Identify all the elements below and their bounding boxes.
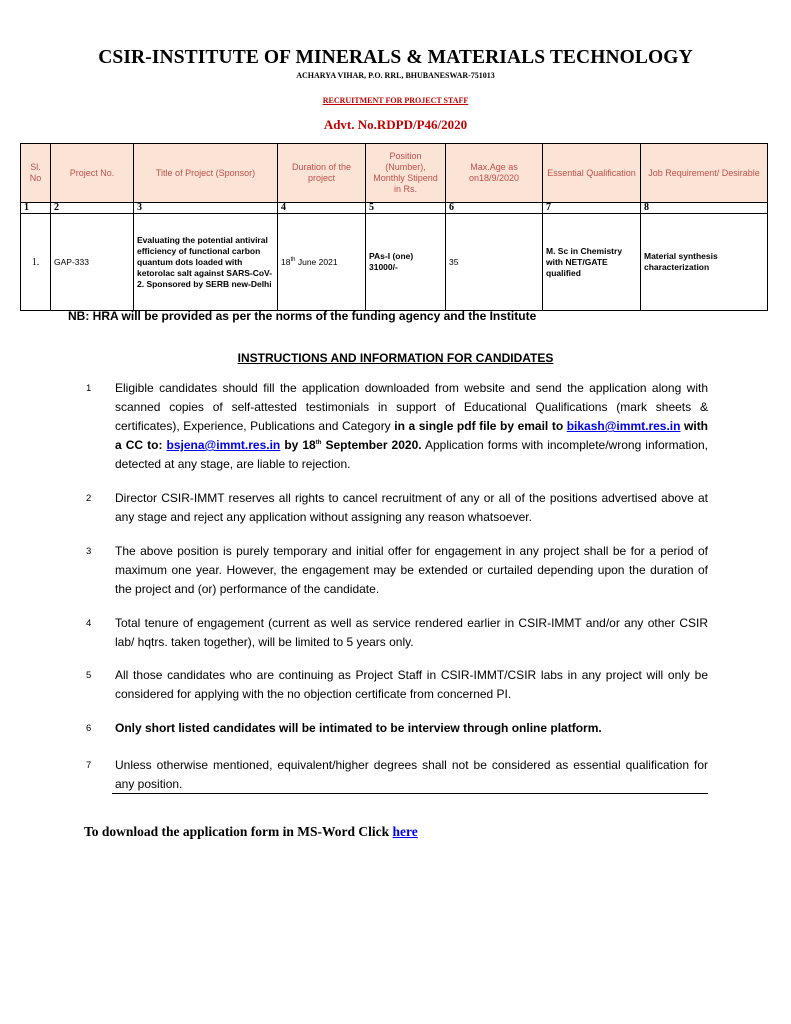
item-number: 3 xyxy=(86,546,92,557)
header-desirable: Job Requirement/ Desirable xyxy=(641,144,768,203)
header-title: Title of Project (Sponsor) xyxy=(134,144,278,203)
item-number: 5 xyxy=(86,670,92,681)
duration-month: June 2021 xyxy=(295,256,338,267)
item-text: The above position is purely temporary and initial offer for engagement in any project shall be for a period of maximum one year. However, the engagement may be extended or curtailed depending upon the duration of the project and (or) performance of the candidate. xyxy=(115,544,708,596)
email-link-bsjena[interactable]: bsjena@immt.res.in xyxy=(166,438,281,452)
divider xyxy=(112,793,708,794)
column-number: 6 xyxy=(446,203,543,214)
position-name: PAs-I (one) xyxy=(369,251,414,261)
recruitment-heading: RECRUITMENT FOR PROJECT STAFF xyxy=(322,96,469,105)
header-sl-no: Sl. No xyxy=(21,144,51,203)
position-stipend: 31000/- xyxy=(369,262,398,272)
table-header-row xyxy=(21,144,768,203)
instruction-item-7 xyxy=(86,756,708,794)
column-number-row xyxy=(21,203,768,214)
cell-desirable: Material synthesis characterization xyxy=(641,214,768,311)
column-number: 3 xyxy=(134,203,278,214)
item-text: Application forms with incomplete/wrong information, detected at any stage, are liable to rejection. xyxy=(115,438,708,471)
item-number: 4 xyxy=(86,618,92,629)
instruction-item-1 xyxy=(86,379,708,474)
cell-project-no: GAP-333 xyxy=(51,214,134,311)
header-project-no: Project No. xyxy=(51,144,134,203)
download-line xyxy=(84,824,418,840)
item-number: 1 xyxy=(86,383,92,394)
table-row xyxy=(21,214,768,311)
cell-qualification: M. Sc in Chemistry with NET/GATE qualified xyxy=(543,214,641,311)
item-number: 6 xyxy=(86,723,92,734)
header-duration: Duration of the project xyxy=(278,144,366,203)
item-text: Only short listed candidates will be intimated to be interview through online platform. xyxy=(115,721,602,735)
column-number: 2 xyxy=(51,203,134,214)
instruction-item-3 xyxy=(86,542,708,599)
download-text: To download the application form in MS-Word Click xyxy=(84,824,393,839)
download-here-link[interactable]: here xyxy=(392,824,418,839)
item-text: Eligible candidates should fill the application downloaded from website and send the application along with scanned copies of self-attested testimonials in support of Educational Qualifications (mark sheets & certificates), Experience, Publications and Category xyxy=(115,381,708,433)
hra-note: NB: HRA will be provided as per the norms of the funding agency and the Institute xyxy=(68,309,537,323)
email-link-bikash[interactable]: bikash@immt.res.in xyxy=(566,419,681,433)
item-text: All those candidates who are continuing as Project Staff in CSIR-IMMT/CSIR labs in any project will only be considered for applying with the no objection certificate from concerned PI. xyxy=(115,668,708,701)
item-emphasis: with a CC to: xyxy=(115,419,709,452)
column-number: 7 xyxy=(543,203,641,214)
duration-suffix: th xyxy=(290,256,296,263)
item-number: 7 xyxy=(86,760,92,771)
instruction-item-4 xyxy=(86,614,708,652)
positions-table xyxy=(20,143,768,311)
advertisement-number: Advt. No.RDPD/P46/2020 xyxy=(323,117,468,132)
duration-day: 18 xyxy=(281,256,291,267)
instructions-heading: INSTRUCTIONS AND INFORMATION FOR CANDIDATES xyxy=(237,351,554,365)
item-text: Total tenure of engagement (current as well as service rendered earlier in CSIR-IMMT and/or any other CSIR lab/ hqtrs. taken together), will be limited to 5 years only. xyxy=(115,616,708,649)
deadline-date: by 18th September 2020. xyxy=(280,438,422,452)
item-emphasis: in a single pdf file by email to xyxy=(394,419,567,433)
instruction-item-5 xyxy=(86,666,708,704)
item-text: Director CSIR-IMMT reserves all rights to cancel recruitment of any or all of the positions advertised above at any stage and reject any application without assigning any reason whatsoever. xyxy=(115,491,708,524)
column-number: 5 xyxy=(366,203,446,214)
instruction-item-6 xyxy=(86,719,708,738)
header-position: Position (Number), Monthly Stipend in Rs. xyxy=(366,144,446,203)
cell-age: 35 xyxy=(446,214,543,311)
institute-title: CSIR-INSTITUTE OF MINERALS & MATERIALS TECHNOLOGY xyxy=(98,47,693,68)
column-number: 1 xyxy=(21,203,51,214)
institute-address: ACHARYA VIHAR, P.O. RRL, BHUBANESWAR-751013 xyxy=(296,71,495,80)
header-qualification: Essential Qualification xyxy=(543,144,641,203)
cell-sl-no: 1. xyxy=(21,214,51,311)
cell-position xyxy=(366,214,446,311)
item-number: 2 xyxy=(86,493,92,504)
header-max-age: Max.Age as on18/9/2020 xyxy=(446,144,543,203)
column-number: 4 xyxy=(278,203,366,214)
cell-title: Evaluating the potential antiviral efficiency of functional carbon quantum dots loaded with ketorolac salt against SARS-CoV-2. Sponsored by SERB new-Delhi xyxy=(134,214,278,311)
cell-duration xyxy=(278,214,366,311)
column-number: 8 xyxy=(641,203,768,214)
item-text: Unless otherwise mentioned, equivalent/higher degrees shall not be considered as essential qualification for any position. xyxy=(115,758,708,791)
instruction-item-2 xyxy=(86,489,708,527)
